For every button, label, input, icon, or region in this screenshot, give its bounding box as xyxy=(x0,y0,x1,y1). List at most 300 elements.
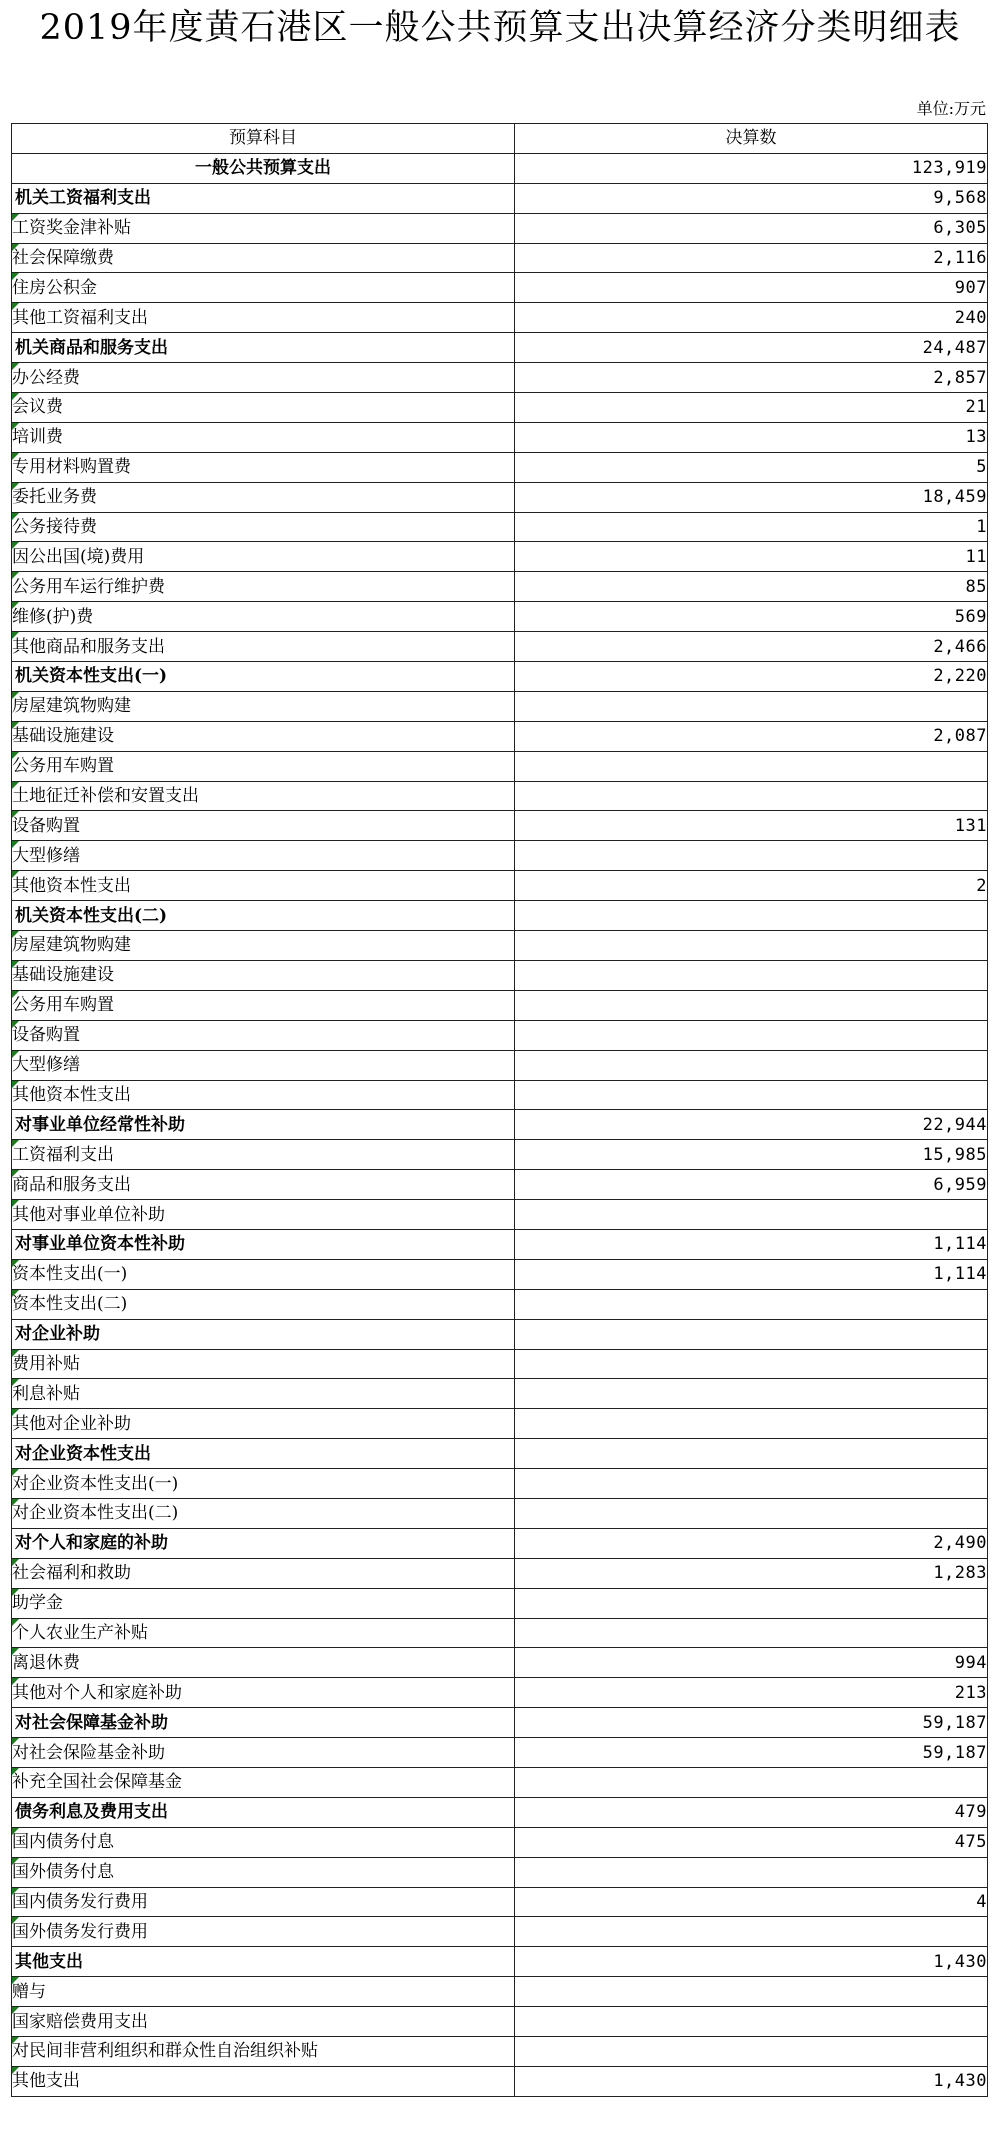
row-subject xyxy=(12,1648,515,1678)
row-subject-label: 设备购置 xyxy=(12,815,80,836)
row-subject xyxy=(12,363,515,393)
row-subject xyxy=(12,1319,515,1349)
row-subject-label: 其他支出 xyxy=(15,1951,83,1972)
row-subject-label: 资本性支出(一) xyxy=(12,1264,128,1285)
table-row xyxy=(12,1170,988,1200)
row-subject xyxy=(12,1050,515,1080)
table-row xyxy=(12,213,988,243)
table-row xyxy=(12,1738,988,1768)
row-amount xyxy=(515,1618,988,1648)
row-subject-label: 公务用车运行维护费 xyxy=(12,576,165,597)
row-subject xyxy=(12,1229,515,1259)
row-amount: 907 xyxy=(515,273,988,303)
row-amount: 2 xyxy=(515,871,988,901)
row-subject-label: 国内债务付息 xyxy=(12,1832,114,1853)
row-subject-label: 培训费 xyxy=(12,427,63,448)
table-row xyxy=(12,1558,988,1588)
row-amount xyxy=(515,1050,988,1080)
row-subject-label: 商品和服务支出 xyxy=(12,1174,131,1195)
cell-marker-icon xyxy=(12,1888,19,1895)
row-subject xyxy=(12,1170,515,1200)
row-subject xyxy=(12,2037,515,2067)
row-subject xyxy=(12,841,515,871)
cell-marker-icon xyxy=(12,513,19,520)
cell-marker-icon xyxy=(12,483,19,490)
cell-marker-icon xyxy=(12,1499,19,1506)
table-row xyxy=(12,632,988,662)
row-subject-label: 债务利息及费用支出 xyxy=(15,1802,168,1823)
row-subject xyxy=(12,1409,515,1439)
row-subject xyxy=(12,871,515,901)
row-subject xyxy=(12,632,515,662)
row-subject xyxy=(12,1439,515,1469)
row-subject-label: 其他对事业单位补助 xyxy=(12,1204,165,1225)
row-subject-label: 国内债务发行费用 xyxy=(12,1891,148,1912)
row-subject xyxy=(12,1498,515,1528)
table-body xyxy=(12,153,988,2096)
row-subject xyxy=(12,1349,515,1379)
row-subject-label: 对企业资本性支出(二) xyxy=(12,1503,179,1524)
row-amount xyxy=(515,781,988,811)
cell-marker-icon xyxy=(12,1350,19,1357)
cell-marker-icon xyxy=(12,782,19,789)
unit-label: 单位:万元 xyxy=(916,99,986,118)
row-subject xyxy=(12,691,515,721)
row-subject xyxy=(12,1917,515,1947)
table-header-row xyxy=(12,124,988,154)
row-amount xyxy=(515,1917,988,1947)
table-row xyxy=(12,1200,988,1230)
cell-marker-icon xyxy=(12,602,19,609)
row-amount: 21 xyxy=(515,393,988,423)
row-subject xyxy=(12,452,515,482)
row-subject xyxy=(12,422,515,452)
row-subject xyxy=(12,1857,515,1887)
cell-marker-icon xyxy=(12,692,19,699)
row-subject-label: 其他资本性支出 xyxy=(12,875,131,896)
row-subject xyxy=(12,721,515,751)
row-amount xyxy=(515,1020,988,1050)
table-row xyxy=(12,811,988,841)
page-title: 2019年度黄石港区一般公共预算支出决算经济分类明细表 xyxy=(39,8,961,48)
table-row xyxy=(12,960,988,990)
table-row xyxy=(12,1319,988,1349)
table-row xyxy=(12,1977,988,2007)
row-subject xyxy=(12,333,515,363)
row-subject-label: 国家赔偿费用支出 xyxy=(12,2011,148,2032)
table-row xyxy=(12,1857,988,1887)
cell-marker-icon xyxy=(12,1648,19,1655)
row-subject-label: 赠与 xyxy=(12,1981,46,2002)
row-amount: 59,187 xyxy=(515,1738,988,1768)
row-subject-label: 一般公共预算支出 xyxy=(195,158,331,179)
cell-marker-icon xyxy=(12,542,19,549)
row-subject-label: 设备购置 xyxy=(12,1025,80,1046)
row-subject-label: 补充全国社会保障基金 xyxy=(12,1772,182,1793)
row-subject-label: 大型修缮 xyxy=(12,1055,80,1076)
table-row xyxy=(12,1887,988,1917)
table-row xyxy=(12,1020,988,1050)
table-row xyxy=(12,1588,988,1618)
row-amount: 479 xyxy=(515,1797,988,1827)
row-subject-label: 基础设施建设 xyxy=(12,965,114,986)
row-subject-label: 工资奖金津补贴 xyxy=(12,218,131,239)
cell-marker-icon xyxy=(12,1469,19,1476)
table-row xyxy=(12,1259,988,1289)
row-amount: 131 xyxy=(515,811,988,841)
cell-marker-icon xyxy=(12,393,19,400)
row-amount xyxy=(515,1767,988,1797)
table-row xyxy=(12,1469,988,1499)
row-amount xyxy=(515,2007,988,2037)
table-row xyxy=(12,1140,988,1170)
row-amount: 123,919 xyxy=(515,153,988,183)
cell-marker-icon xyxy=(12,1977,19,1984)
row-subject-label: 其他对个人和家庭补助 xyxy=(12,1682,182,1703)
row-amount: 11 xyxy=(515,542,988,572)
row-subject-label: 工资福利支出 xyxy=(12,1144,114,1165)
row-subject-label: 机关资本性支出(一) xyxy=(15,666,168,687)
row-amount xyxy=(515,1200,988,1230)
cell-marker-icon xyxy=(12,722,19,729)
table-row xyxy=(12,1678,988,1708)
row-subject xyxy=(12,1708,515,1738)
cell-marker-icon xyxy=(12,214,19,221)
cell-marker-icon xyxy=(12,961,19,968)
row-subject-label: 因公出国(境)费用 xyxy=(12,546,145,567)
cell-marker-icon xyxy=(12,2007,19,2014)
row-subject-label: 其他商品和服务支出 xyxy=(12,636,165,657)
table-row xyxy=(12,1528,988,1558)
row-amount: 2,857 xyxy=(515,363,988,393)
row-subject-label: 对个人和家庭的补助 xyxy=(15,1533,168,1554)
table-row xyxy=(12,841,988,871)
cell-marker-icon xyxy=(12,1290,19,1297)
table-row xyxy=(12,662,988,692)
row-amount xyxy=(515,960,988,990)
row-amount: 1 xyxy=(515,512,988,542)
row-subject xyxy=(12,1200,515,1230)
row-amount: 13 xyxy=(515,422,988,452)
row-subject-label: 资本性支出(二) xyxy=(12,1294,128,1315)
row-subject xyxy=(12,1738,515,1768)
table-row xyxy=(12,1648,988,1678)
row-amount: 85 xyxy=(515,572,988,602)
row-amount xyxy=(515,1439,988,1469)
cell-marker-icon xyxy=(12,752,19,759)
table-row xyxy=(12,691,988,721)
cell-marker-icon xyxy=(12,1858,19,1865)
row-subject xyxy=(12,213,515,243)
row-amount: 6,305 xyxy=(515,213,988,243)
row-amount xyxy=(515,1289,988,1319)
cell-marker-icon xyxy=(12,931,19,938)
table-row xyxy=(12,183,988,213)
table-row xyxy=(12,751,988,781)
cell-marker-icon xyxy=(12,1589,19,1596)
table-row xyxy=(12,482,988,512)
row-subject-label: 离退休费 xyxy=(12,1652,80,1673)
row-amount: 2,466 xyxy=(515,632,988,662)
table-row xyxy=(12,1289,988,1319)
row-subject xyxy=(12,1947,515,1977)
cell-marker-icon xyxy=(12,1559,19,1566)
row-subject-label: 社会保障缴费 xyxy=(12,248,114,268)
table-row xyxy=(12,1708,988,1738)
table-row xyxy=(12,363,988,393)
row-amount xyxy=(515,1857,988,1887)
row-subject-label: 社会福利和救助 xyxy=(12,1563,131,1584)
row-subject-label: 对社会保险基金补助 xyxy=(12,1742,165,1763)
row-subject xyxy=(12,183,515,213)
row-subject xyxy=(12,2007,515,2037)
row-amount: 9,568 xyxy=(515,183,988,213)
row-subject xyxy=(12,2066,515,2096)
row-amount: 4 xyxy=(515,1887,988,1917)
cell-marker-icon xyxy=(12,453,19,460)
row-subject xyxy=(12,901,515,931)
row-subject xyxy=(12,662,515,692)
row-subject xyxy=(12,1379,515,1409)
row-subject xyxy=(12,602,515,632)
row-amount: 2,490 xyxy=(515,1528,988,1558)
table-row xyxy=(12,1110,988,1140)
row-subject xyxy=(12,960,515,990)
table-row xyxy=(12,602,988,632)
table-row xyxy=(12,303,988,333)
table-row xyxy=(12,1498,988,1528)
cell-marker-icon xyxy=(12,1081,19,1088)
cell-marker-icon xyxy=(12,1409,19,1416)
row-amount xyxy=(515,901,988,931)
row-subject xyxy=(12,1618,515,1648)
row-subject xyxy=(12,273,515,303)
row-amount xyxy=(515,1409,988,1439)
row-subject xyxy=(12,1678,515,1708)
row-subject-label: 对事业单位资本性补助 xyxy=(15,1234,185,1255)
row-amount xyxy=(515,751,988,781)
row-subject xyxy=(12,1528,515,1558)
row-subject-label: 办公经费 xyxy=(12,367,80,388)
row-subject-label: 大型修缮 xyxy=(12,845,80,866)
row-subject xyxy=(12,1588,515,1618)
table-row xyxy=(12,1767,988,1797)
row-subject-label: 助学金 xyxy=(12,1593,63,1614)
cell-marker-icon xyxy=(12,991,19,998)
table-row xyxy=(12,781,988,811)
row-subject xyxy=(12,751,515,781)
row-amount xyxy=(515,1469,988,1499)
cell-marker-icon xyxy=(12,244,19,251)
table-row xyxy=(12,1827,988,1857)
row-subject-label: 对企业资本性支出 xyxy=(15,1443,151,1464)
row-subject-label: 土地征迁补偿和安置支出 xyxy=(12,786,199,807)
row-subject xyxy=(12,512,515,542)
row-subject-label: 公务用车购置 xyxy=(12,995,114,1016)
cell-marker-icon xyxy=(12,871,19,878)
row-subject-label: 利息补贴 xyxy=(12,1383,80,1404)
cell-marker-icon xyxy=(12,1021,19,1028)
cell-marker-icon xyxy=(12,1738,19,1745)
table-row xyxy=(12,1379,988,1409)
row-subject-label: 其他对企业补助 xyxy=(12,1413,131,1434)
cell-marker-icon xyxy=(12,1379,19,1386)
cell-marker-icon xyxy=(12,273,19,280)
table-row xyxy=(12,1229,988,1259)
cell-marker-icon xyxy=(12,1619,19,1626)
row-amount xyxy=(515,2037,988,2067)
row-amount: 5 xyxy=(515,452,988,482)
table-row xyxy=(12,1917,988,1947)
cell-marker-icon xyxy=(12,1768,19,1775)
row-amount xyxy=(515,691,988,721)
row-amount: 1,283 xyxy=(515,1558,988,1588)
row-subject-label: 基础设施建设 xyxy=(12,726,114,747)
row-amount: 15,985 xyxy=(515,1140,988,1170)
row-subject xyxy=(12,1887,515,1917)
row-amount: 22,944 xyxy=(515,1110,988,1140)
row-subject-label: 其他资本性支出 xyxy=(12,1084,131,1105)
table-row xyxy=(12,1947,988,1977)
row-subject xyxy=(12,572,515,602)
row-amount xyxy=(515,841,988,871)
cell-marker-icon xyxy=(12,841,19,848)
row-subject xyxy=(12,1977,515,2007)
row-amount: 475 xyxy=(515,1827,988,1857)
cell-marker-icon xyxy=(12,632,19,639)
row-subject xyxy=(12,542,515,572)
row-amount xyxy=(515,1349,988,1379)
row-amount xyxy=(515,1588,988,1618)
row-subject xyxy=(12,1827,515,1857)
table-row xyxy=(12,2007,988,2037)
row-subject-label: 个人农业生产补贴 xyxy=(12,1622,148,1643)
row-amount: 6,959 xyxy=(515,1170,988,1200)
row-subject xyxy=(12,811,515,841)
table-row xyxy=(12,1618,988,1648)
table-row xyxy=(12,542,988,572)
row-amount xyxy=(515,931,988,961)
row-amount: 569 xyxy=(515,602,988,632)
cell-marker-icon xyxy=(12,1051,19,1058)
row-amount xyxy=(515,1977,988,2007)
row-subject-label: 机关资本性支出(二) xyxy=(15,905,168,926)
row-subject-label: 其他工资福利支出 xyxy=(12,307,148,328)
row-subject-label: 机关商品和服务支出 xyxy=(15,337,168,358)
row-subject xyxy=(12,781,515,811)
table-row xyxy=(12,153,988,183)
row-subject xyxy=(12,1469,515,1499)
cell-marker-icon xyxy=(12,1678,19,1685)
row-subject xyxy=(12,1140,515,1170)
row-subject-label: 维修(护)费 xyxy=(12,606,94,627)
row-amount: 59,187 xyxy=(515,1708,988,1738)
table-row xyxy=(12,990,988,1020)
table-row xyxy=(12,1797,988,1827)
row-subject-label: 委托业务费 xyxy=(12,487,97,508)
table-row xyxy=(12,931,988,961)
budget-table xyxy=(11,123,988,2097)
table-row xyxy=(12,512,988,542)
cell-marker-icon xyxy=(12,423,19,430)
cell-marker-icon xyxy=(12,1828,19,1835)
row-subject-label: 对事业单位经常性补助 xyxy=(15,1114,185,1135)
row-amount: 1,114 xyxy=(515,1229,988,1259)
table-row xyxy=(12,901,988,931)
row-subject-label: 国外债务付息 xyxy=(12,1862,114,1883)
row-subject xyxy=(12,931,515,961)
row-subject-label: 会议费 xyxy=(12,397,63,418)
row-amount xyxy=(515,1319,988,1349)
table-row xyxy=(12,393,988,423)
row-amount xyxy=(515,1379,988,1409)
table-row xyxy=(12,273,988,303)
row-subject-label: 专用材料购置费 xyxy=(12,457,131,478)
cell-marker-icon xyxy=(12,1200,19,1207)
row-subject-label: 对企业资本性支出(一) xyxy=(12,1473,179,1494)
row-subject-label: 机关工资福利支出 xyxy=(15,188,151,209)
column-header-subject: 预算科目 xyxy=(12,124,515,154)
row-subject xyxy=(12,1289,515,1319)
table-row xyxy=(12,1349,988,1379)
table-row xyxy=(12,1409,988,1439)
row-amount: 994 xyxy=(515,1648,988,1678)
row-amount: 1,430 xyxy=(515,2066,988,2096)
table-row xyxy=(12,333,988,363)
row-subject xyxy=(12,1767,515,1797)
row-amount: 240 xyxy=(515,303,988,333)
table-row xyxy=(12,721,988,751)
row-subject-label: 对企业补助 xyxy=(15,1324,100,1345)
row-subject-label: 住房公积金 xyxy=(12,277,97,298)
row-subject-label: 房屋建筑物购建 xyxy=(12,696,131,717)
row-subject-label: 对社会保障基金补助 xyxy=(15,1712,168,1733)
row-subject-label: 房屋建筑物购建 xyxy=(12,935,131,956)
row-amount: 2,116 xyxy=(515,243,988,273)
table-row xyxy=(12,2037,988,2067)
table-row xyxy=(12,871,988,901)
cell-marker-icon xyxy=(12,2067,19,2074)
row-amount xyxy=(515,990,988,1020)
table-row xyxy=(12,452,988,482)
row-subject-label: 对民间非营利组织和群众性自治组织补贴 xyxy=(12,2041,318,2062)
row-subject xyxy=(12,303,515,333)
cell-marker-icon xyxy=(12,1140,19,1147)
table-row xyxy=(12,422,988,452)
table-row xyxy=(12,243,988,273)
row-subject xyxy=(12,1080,515,1110)
row-subject xyxy=(12,1797,515,1827)
cell-marker-icon xyxy=(12,572,19,579)
row-amount: 2,087 xyxy=(515,721,988,751)
row-subject xyxy=(12,393,515,423)
row-subject xyxy=(12,1020,515,1050)
column-header-amount: 决算数 xyxy=(515,124,988,154)
cell-marker-icon xyxy=(12,363,19,370)
row-subject xyxy=(12,153,515,183)
table-row xyxy=(12,1050,988,1080)
row-subject-label: 国外债务发行费用 xyxy=(12,1921,148,1942)
cell-marker-icon xyxy=(12,811,19,818)
cell-marker-icon xyxy=(12,2037,19,2044)
row-amount: 213 xyxy=(515,1678,988,1708)
cell-marker-icon xyxy=(12,1260,19,1267)
row-subject-label: 公务用车购置 xyxy=(12,756,114,777)
cell-marker-icon xyxy=(12,1917,19,1924)
row-amount: 1,430 xyxy=(515,1947,988,1977)
row-subject xyxy=(12,1259,515,1289)
row-subject xyxy=(12,990,515,1020)
